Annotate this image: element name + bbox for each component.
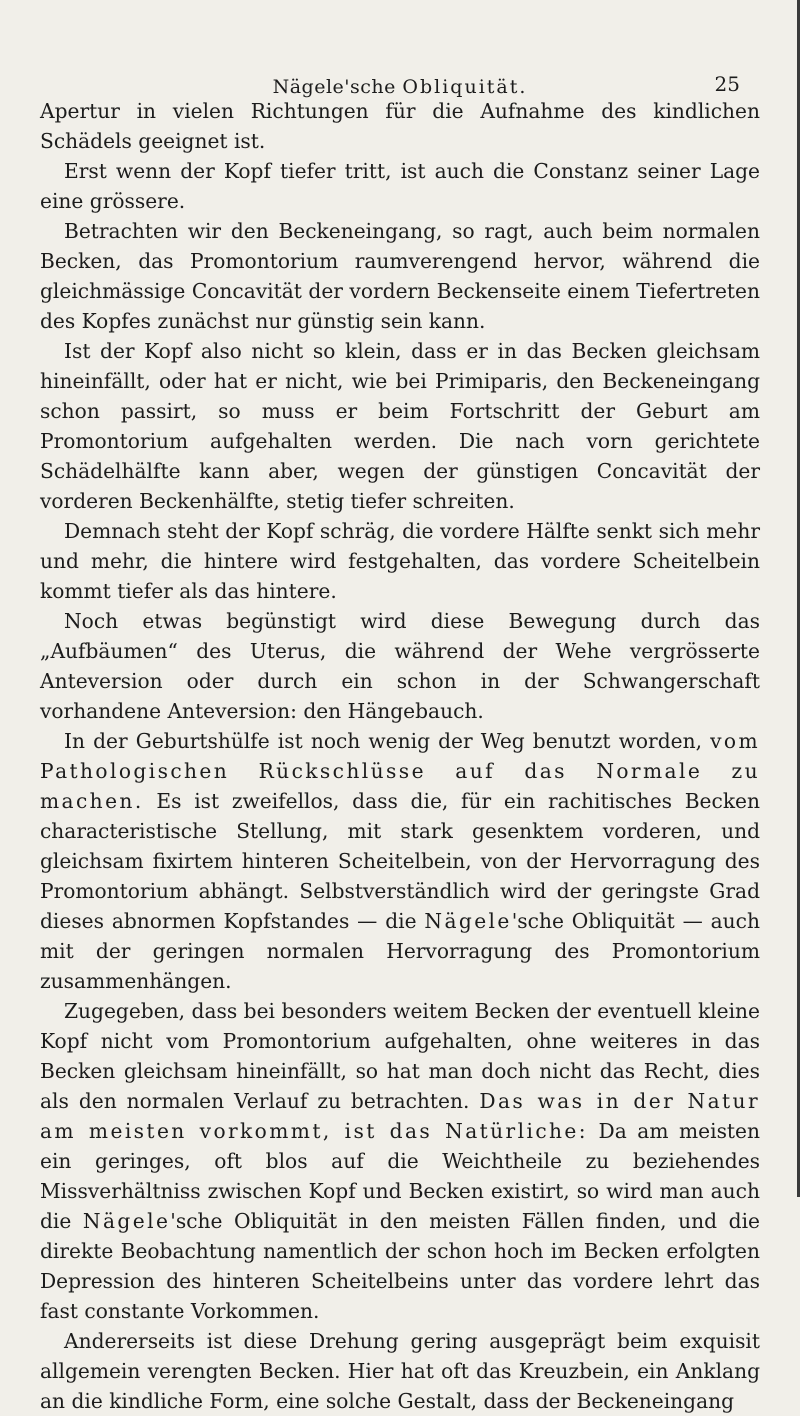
paragraph	[40, 516, 760, 606]
paragraph-text: 'sche Obliquität — auch mit der geringen normalen Hervorragung des Promontorium zusammenhängen.	[40, 909, 760, 993]
running-title	[273, 76, 528, 98]
spaced-emphasis-text: vom Pathologischen Rückschlüsse auf das Normale zu machen.	[40, 729, 760, 813]
paragraph	[40, 1326, 760, 1416]
paragraph-text: Zugegeben, dass bei besonders weitem Becken der eventuell kleine Kopf nicht vom Promontorium aufgehalten, ohne weiteres in das Becken gleichsam hineinfällt, so hat man doch nicht das Recht, dies als den normalen Verlauf zu betrachten.	[40, 999, 760, 1113]
running-title-author: Nägele'sche	[272, 76, 396, 98]
body-text	[40, 96, 760, 1416]
running-title-topic: Obliquität.	[402, 76, 528, 98]
paragraph	[40, 216, 760, 336]
paragraph-text: Apertur in vielen Richtungen für die Aufnahme des kindlichen Schädels geeignet ist.	[40, 99, 760, 153]
paragraph	[40, 726, 760, 996]
paragraph-text: Noch etwas begünstigt wird diese Bewegung durch das „Aufbäumen“ des Uterus, die während der Wehe vergrösserte Anteversion oder durch ein schon in der Schwangerschaft vorhandene Anteversion: den Hängebauch.	[40, 609, 760, 723]
spaced-emphasis-text: Das was in der Natur am meisten vorkommt, ist das Natürliche:	[40, 1089, 760, 1143]
paragraph-text: Es ist zweifellos, dass die, für ein rachitisches Becken characteristische Stellung, mit stark gesenktem vorderen, und gleichsam fixirtem hinteren Scheitelbein, von der Hervorragung des Promontorium abhängt. Selbstverständlich wird der geringste Grad dieses abnormen Kopfstandes — die	[40, 789, 760, 933]
paragraph-text: Andererseits ist diese Drehung gering ausgeprägt beim exquisit allgemein verengten Becken. Hier hat oft das Kreuzbein, ein Anklang an die kindliche Form, eine solche Gestalt, dass der Beckeneingang	[40, 1329, 760, 1413]
paragraph-text: In der Geburtshülfe ist noch wenig der Weg benutzt worden,	[64, 729, 711, 753]
paragraph-text: Ist der Kopf also nicht so klein, dass er in das Becken gleichsam hineinfällt, oder hat er nicht, wie bei Primiparis, den Beckeneingang schon passirt, so muss er beim Fortschritt der Geburt am Promontorium aufgehalten werden. Die nach vorn gerichtete Schädelhälfte kann aber, wegen der günstigen Concavität der vorderen Beckenhälfte, stetig tiefer schreiten.	[40, 339, 760, 513]
paragraph-text: Demnach steht der Kopf schräg, die vordere Hälfte senkt sich mehr und mehr, die hintere wird festgehalten, das vordere Scheitelbein kommt tiefer als das hintere.	[40, 519, 760, 603]
paragraph	[40, 606, 760, 726]
page-number: 25	[714, 72, 740, 96]
paragraph-text: Betrachten wir den Beckeneingang, so ragt, auch beim normalen Becken, das Promontorium raumverengend hervor, während die gleichmässige Concavität der vordern Beckenseite einem Tiefertreten des Kopfes zunächst nur günstig sein kann.	[40, 219, 760, 333]
paragraph	[40, 336, 760, 516]
spaced-emphasis-text: Nägele	[424, 909, 512, 933]
paragraph	[40, 996, 760, 1326]
paragraph-text: Erst wenn der Kopf tiefer tritt, ist auch die Constanz seiner Lage eine grössere.	[40, 159, 760, 213]
paragraph-text: Da am meisten ein geringes, oft blos auf die Weichtheile zu beziehendes Missverhältniss zwischen Kopf und Becken existirt, so wird man auch die	[40, 1119, 760, 1233]
page-header	[40, 58, 760, 96]
paragraph	[40, 156, 760, 216]
spaced-emphasis-text: Nägele	[82, 1209, 171, 1233]
paragraph	[40, 96, 760, 156]
paragraph-text: 'sche Obliquität in den meisten Fällen finden, und die direkte Beobachtung namentlich der schon hoch im Becken erfolgten Depression des hinteren Scheitelbeins unter das vordere lehrt das fast constante Vorkommen.	[40, 1209, 760, 1323]
